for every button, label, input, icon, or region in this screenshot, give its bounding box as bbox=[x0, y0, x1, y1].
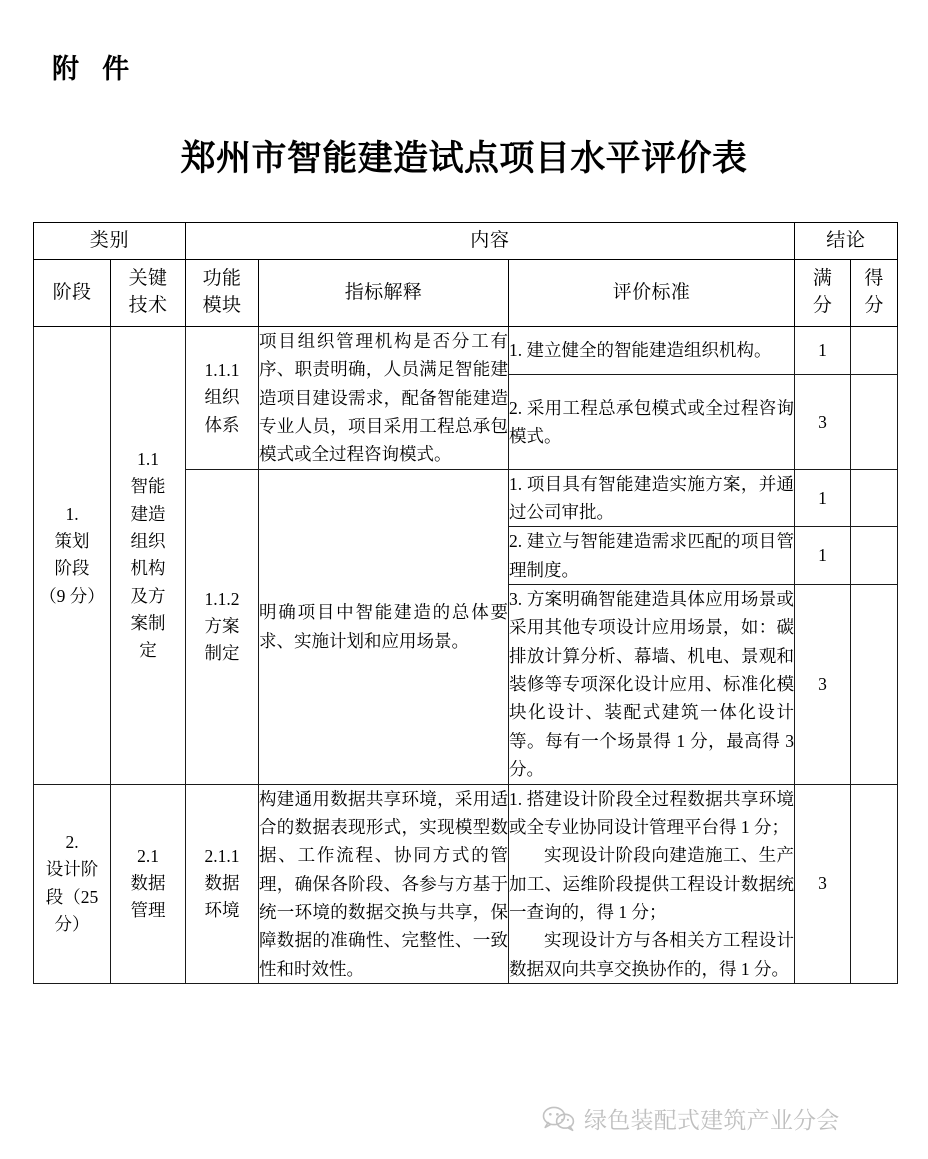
evaluation-table bbox=[33, 222, 898, 984]
cell-score-1-1-2-a[interactable] bbox=[851, 469, 898, 527]
keytech-1-1-line3: 建造 bbox=[130, 503, 166, 524]
header-col-obtained-score-line2: 分 bbox=[864, 295, 884, 316]
cell-module-2-1-1 bbox=[186, 784, 259, 983]
cell-criteria-1-1-1-a: 1. 建立健全的智能建造组织机构。 bbox=[509, 327, 795, 375]
header-col-stage bbox=[34, 260, 111, 327]
module-1-1-1-line1: 1.1.1 bbox=[204, 359, 240, 380]
header-group-category: 类别 bbox=[34, 223, 186, 260]
keytech-1-1-line8: 定 bbox=[139, 640, 157, 661]
header-col-full-score-line2: 分 bbox=[812, 295, 833, 316]
keytech-1-1-line6: 及方 bbox=[130, 585, 166, 606]
stage-2-line4: 分） bbox=[54, 914, 90, 934]
header-group-conclusion: 结论 bbox=[795, 223, 898, 260]
header-col-function-module-line1: 功能 bbox=[202, 268, 242, 290]
cell-fullscore-1-1-1-a: 1 bbox=[795, 327, 851, 375]
stage-1-line3: 阶段 bbox=[54, 558, 90, 579]
cell-keytech-1-1 bbox=[111, 327, 186, 785]
cell-criteria-2-1-1 bbox=[509, 784, 795, 983]
header-col-obtained-score-line1: 得 bbox=[864, 268, 884, 290]
module-1-1-2-line2: 方案 bbox=[204, 615, 240, 636]
cell-criteria-1-1-2-a: 1. 项目具有智能建造实施方案，并通过公司审批。 bbox=[509, 469, 795, 527]
cell-indicator-2-1-1: 构建通用数据共享环境，采用适合的数据表现形式，实现模型数据、工作流程、协同方式的管理，确保各阶段、各参与方基于统一环境的数据交换与共享，保障数据的准确性、完整性、一致性和时效性。 bbox=[259, 784, 509, 983]
cell-keytech-2-1 bbox=[111, 784, 186, 983]
table-row bbox=[34, 327, 898, 375]
cell-score-1-1-1-a[interactable] bbox=[851, 327, 898, 375]
header-col-indicator-explanation-line: 指标解释 bbox=[344, 281, 423, 303]
table-header-column-row bbox=[34, 260, 898, 327]
header-group-content: 内容 bbox=[186, 223, 795, 260]
header-col-stage-line: 阶段 bbox=[52, 281, 92, 303]
cell-module-1-1-2 bbox=[186, 469, 259, 784]
header-col-function-module bbox=[186, 260, 259, 327]
module-2-1-1-line3: 环境 bbox=[204, 900, 240, 921]
stage-1-line1: 1. bbox=[65, 503, 79, 524]
keytech-1-1-line2: 智能 bbox=[130, 476, 166, 497]
criteria-2-1-1-para2: 实现设计阶段向建造施工、生产加工、运维阶段提供工程设计数据统一查询的，得 1 分； bbox=[509, 845, 795, 922]
cell-criteria-1-1-2-b: 2. 建立与智能建造需求匹配的项目管理制度。 bbox=[509, 527, 795, 585]
criteria-2-1-1-para3: 实现设计方与各相关方工程设计数据双向共享交换协作的，得 1 分。 bbox=[509, 930, 795, 979]
cell-fullscore-1-1-1-b: 3 bbox=[795, 375, 851, 470]
cell-fullscore-2-1-1: 3 bbox=[795, 784, 851, 983]
cell-fullscore-1-1-2-c: 3 bbox=[795, 585, 851, 784]
table-body bbox=[34, 327, 898, 984]
cell-indicator-1-1-1: 项目组织管理机构是否分工有序、职责明确，人员满足智能建造项目建设需求，配备智能建造专业人员，项目采用工程总承包模式或全过程咨询模式。 bbox=[259, 327, 509, 470]
module-1-1-1-line2: 组织 bbox=[204, 387, 240, 408]
table-header bbox=[34, 223, 898, 327]
cell-stage-1 bbox=[34, 327, 111, 785]
cell-fullscore-1-1-2-a: 1 bbox=[795, 469, 851, 527]
attachment-label: 附 件 bbox=[52, 54, 132, 84]
header-col-evaluation-criteria-line: 评价标准 bbox=[612, 281, 691, 303]
stage-1-line4: （9 分） bbox=[39, 585, 105, 606]
cell-score-1-1-2-c[interactable] bbox=[851, 585, 898, 784]
keytech-1-1-line1: 1.1 bbox=[137, 449, 159, 470]
table-header-group-row bbox=[34, 223, 898, 260]
keytech-2-1-line2: 数据 bbox=[130, 873, 166, 894]
header-col-evaluation-criteria bbox=[509, 260, 795, 327]
cell-stage-2 bbox=[34, 784, 111, 983]
watermark bbox=[542, 1102, 840, 1135]
header-col-key-technology-line1: 关键 bbox=[128, 268, 168, 290]
evaluation-table-wrapper bbox=[33, 222, 897, 984]
cell-score-1-1-2-b[interactable] bbox=[851, 527, 898, 585]
cell-indicator-1-1-2: 明确项目中智能建造的总体要求、实施计划和应用场景。 bbox=[259, 469, 509, 784]
table-row bbox=[34, 784, 898, 983]
header-col-obtained-score bbox=[851, 260, 898, 327]
cell-module-1-1-1 bbox=[186, 327, 259, 470]
watermark-text: 绿色装配式建筑产业分会 bbox=[584, 1107, 840, 1133]
criteria-2-1-1-para1: 1. 搭建设计阶段全过程数据共享环境或全专业协同设计管理平台得 1 分； bbox=[509, 788, 795, 837]
keytech-2-1-line1: 2.1 bbox=[137, 845, 159, 866]
header-col-key-technology bbox=[111, 260, 186, 327]
keytech-1-1-line7: 案制 bbox=[130, 612, 166, 633]
header-col-key-technology-line2: 技术 bbox=[128, 295, 168, 316]
keytech-1-1-line4: 组织 bbox=[130, 530, 166, 551]
stage-1-line2: 策划 bbox=[54, 530, 90, 551]
module-1-1-2-line1: 1.1.2 bbox=[204, 588, 240, 609]
cell-criteria-1-1-1-b: 2. 采用工程总承包模式或全过程咨询模式。 bbox=[509, 375, 795, 470]
cell-criteria-1-1-2-c: 3. 方案明确智能建造具体应用场景或采用其他专项设计应用场景，如：碳排放计算分析、幕墙、机电、景观和装修等专项深化设计应用、标准化模块化设计、装配式建筑一体化设计等。每有一个场景得 1 分，最高得 3 分。 bbox=[509, 585, 795, 784]
header-col-full-score-line1: 满 bbox=[812, 268, 833, 290]
keytech-2-1-line3: 管理 bbox=[130, 900, 166, 921]
stage-2-line2: 设计阶 bbox=[45, 859, 99, 880]
module-2-1-1-line2: 数据 bbox=[204, 873, 240, 894]
header-col-indicator-explanation bbox=[259, 260, 509, 327]
wechat-icon bbox=[542, 1106, 576, 1132]
keytech-1-1-line5: 机构 bbox=[130, 558, 166, 579]
cell-score-1-1-1-b[interactable] bbox=[851, 375, 898, 470]
module-1-1-1-line3: 体系 bbox=[204, 414, 240, 435]
module-1-1-2-line3: 制定 bbox=[204, 643, 240, 664]
stage-2-line1: 2. bbox=[65, 832, 79, 853]
header-col-full-score bbox=[795, 260, 851, 327]
cell-fullscore-1-1-2-b: 1 bbox=[795, 527, 851, 585]
page-title: 郑州市智能建造试点项目水平评价表 bbox=[180, 139, 748, 178]
stage-2-line3: 段（25 bbox=[45, 886, 99, 907]
header-col-function-module-line2: 模块 bbox=[202, 295, 242, 316]
module-2-1-1-line1: 2.1.1 bbox=[204, 845, 240, 866]
cell-score-2-1-1[interactable] bbox=[851, 784, 898, 983]
